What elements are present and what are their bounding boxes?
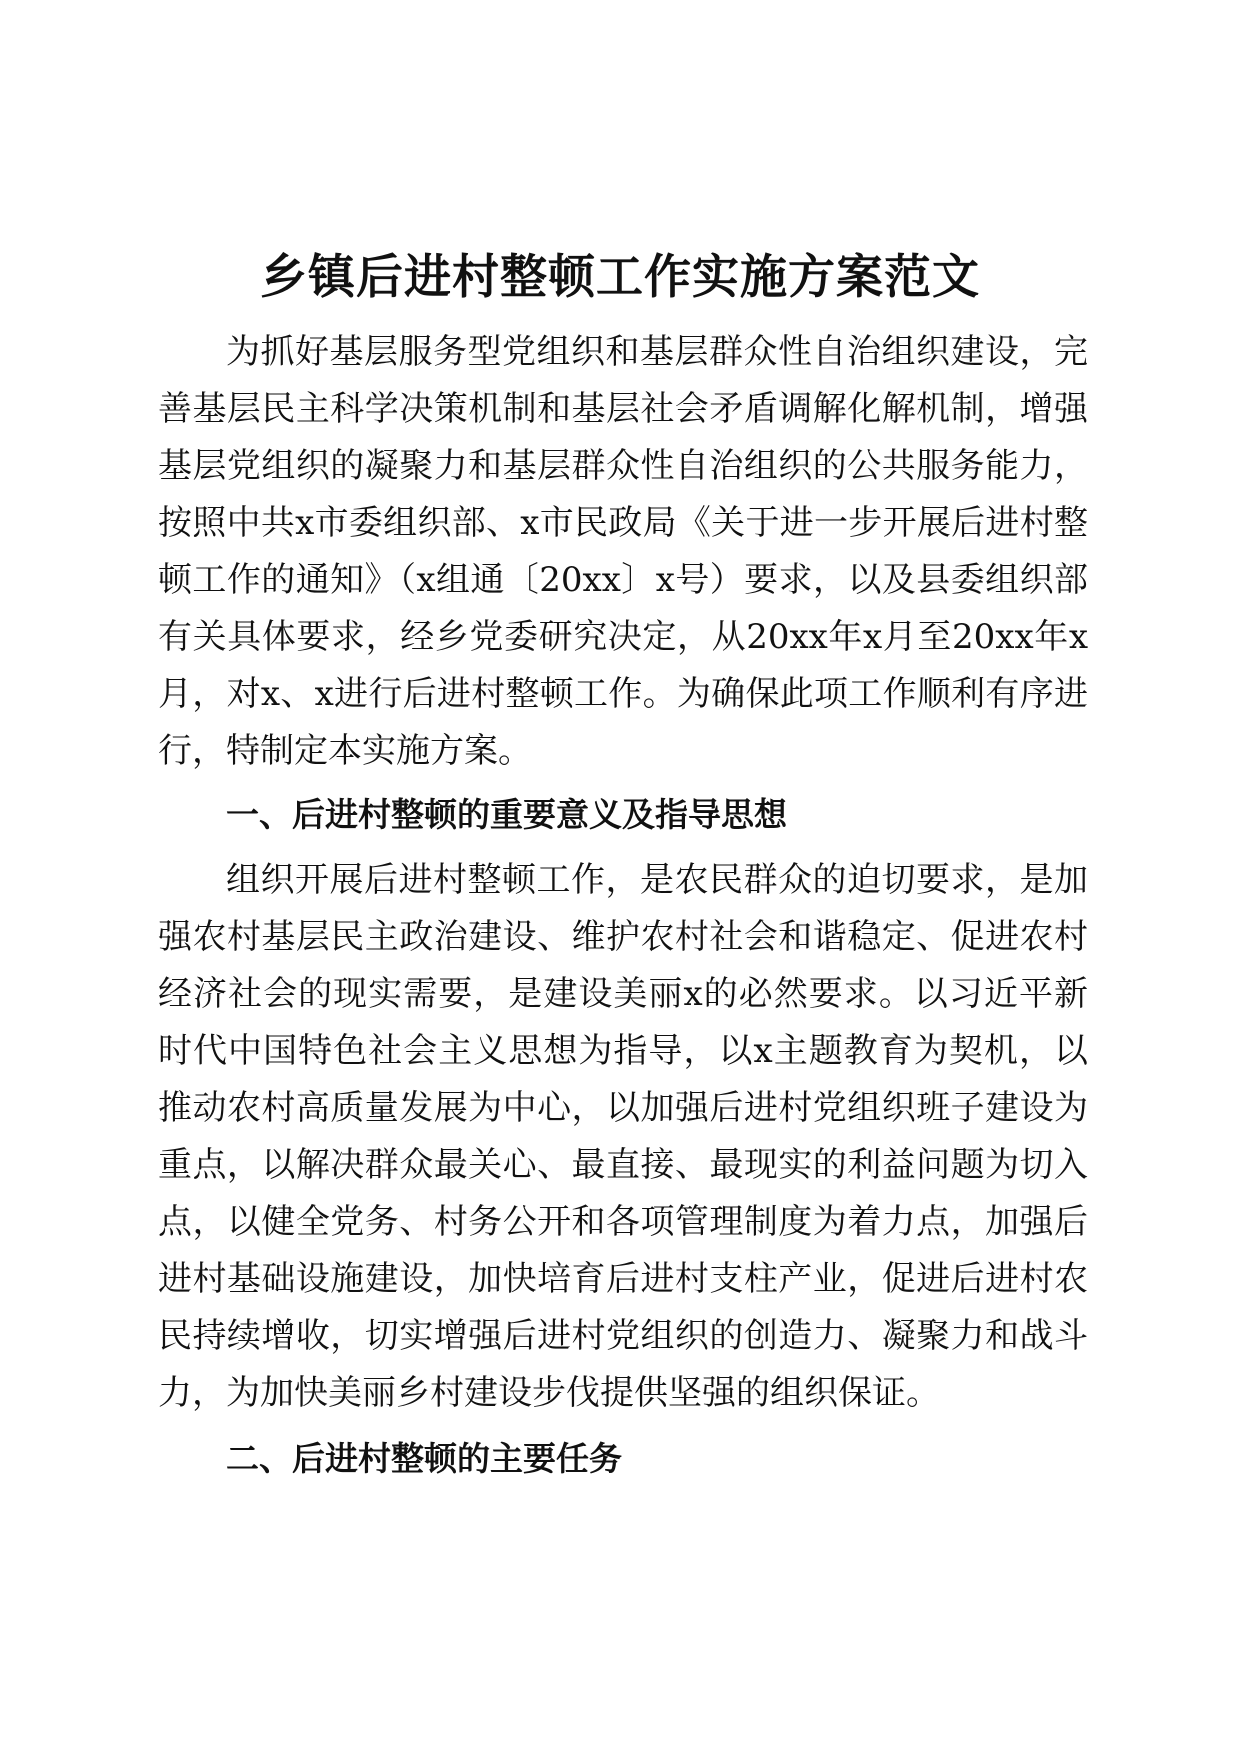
paragraph-line: 进村基础设施建设，加快培育后进村支柱产业，促进后进村农 bbox=[158, 1259, 1088, 1299]
paragraph-line: 点，以健全党务、村务公开和各项管理制度为着力点，加强后 bbox=[158, 1202, 1088, 1242]
paragraph-line: 按照中共x市委组织部、x市民政局《关于进一步开展后进村整 bbox=[158, 503, 1088, 543]
intro-paragraph bbox=[158, 324, 1088, 780]
paragraph-line: 力，为加快美丽乡村建设步伐提供坚强的组织保证。 bbox=[158, 1373, 940, 1413]
paragraph-line: 时代中国特色社会主义思想为指导，以x主题教育为契机，以 bbox=[158, 1031, 1088, 1071]
paragraph-line: 重点，以解决群众最关心、最直接、最现实的利益问题为切入 bbox=[158, 1145, 1088, 1185]
section-heading-1: 一、后进村整顿的重要意义及指导思想 bbox=[226, 795, 787, 834]
paragraph-line: 顿工作的通知》（x组通〔20xx〕x号）要求，以及县委组织部 bbox=[158, 560, 1088, 600]
paragraph-line: 组织开展后进村整顿工作，是农民群众的迫切要求，是加 bbox=[226, 860, 1088, 900]
paragraph-line: 为抓好基层服务型党组织和基层群众性自治组织建设，完 bbox=[226, 332, 1088, 372]
section-heading-2: 二、后进村整顿的主要任务 bbox=[226, 1439, 622, 1478]
paragraph-line: 月，对x、x进行后进村整顿工作。为确保此项工作顺利有序进 bbox=[158, 674, 1088, 714]
document-title: 乡镇后进村整顿工作实施方案范文 bbox=[260, 250, 980, 305]
paragraph-line: 经济社会的现实需要，是建设美丽x的必然要求。以习近平新 bbox=[158, 974, 1088, 1014]
paragraph-line: 推动农村高质量发展为中心，以加强后进村党组织班子建设为 bbox=[158, 1088, 1088, 1128]
paragraph-line: 有关具体要求，经乡党委研究决定，从20xx年x月至20xx年x bbox=[158, 617, 1088, 657]
paragraph-line: 基层党组织的凝聚力和基层群众性自治组织的公共服务能力， bbox=[158, 446, 1088, 486]
paragraph-line: 行，特制定本实施方案。 bbox=[158, 731, 532, 771]
section-1-paragraph bbox=[158, 852, 1088, 1422]
paragraph-line: 强农村基层民主政治建设、维护农村社会和谐稳定、促进农村 bbox=[158, 917, 1088, 957]
paragraph-line: 民持续增收，切实增强后进村党组织的创造力、凝聚力和战斗 bbox=[158, 1316, 1088, 1356]
paragraph-line: 善基层民主科学决策机制和基层社会矛盾调解化解机制，增强 bbox=[158, 389, 1088, 429]
